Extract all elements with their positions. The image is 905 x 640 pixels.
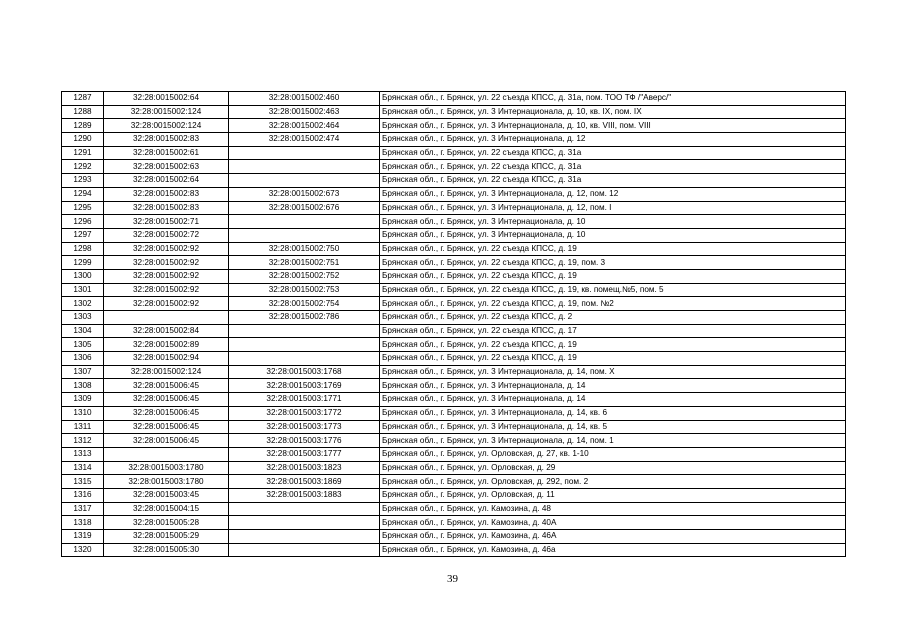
row-number-cell: 1298 bbox=[62, 242, 104, 256]
address-cell: Брянская обл., г. Брянск, ул. 22 съезда КПСС, д. 19 bbox=[380, 242, 846, 256]
object-cadastral-number-cell bbox=[229, 324, 380, 338]
object-cadastral-number-cell: 32:28:0015002:754 bbox=[229, 297, 380, 311]
address-cell: Брянская обл., г. Брянск, ул. 22 съезда КПСС, д. 19 bbox=[380, 338, 846, 352]
cadastral-number-cell bbox=[104, 311, 229, 325]
table-row bbox=[62, 379, 846, 393]
table-row bbox=[62, 201, 846, 215]
row-number-cell: 1291 bbox=[62, 146, 104, 160]
table-row bbox=[62, 160, 846, 174]
cadastral-number-cell: 32:28:0015002:83 bbox=[104, 201, 229, 215]
object-cadastral-number-cell: 32:28:0015002:752 bbox=[229, 269, 380, 283]
address-cell: Брянская обл., г. Брянск, ул. 22 съезда КПСС, д. 31а bbox=[380, 146, 846, 160]
object-cadastral-number-cell: 32:28:0015002:464 bbox=[229, 119, 380, 133]
table-row bbox=[62, 283, 846, 297]
table-row bbox=[62, 338, 846, 352]
object-cadastral-number-cell bbox=[229, 338, 380, 352]
object-cadastral-number-cell bbox=[229, 502, 380, 516]
address-cell: Брянская обл., г. Брянск, ул. 3 Интернационала, д. 12, пом. 12 bbox=[380, 187, 846, 201]
row-number-cell: 1305 bbox=[62, 338, 104, 352]
row-number-cell: 1308 bbox=[62, 379, 104, 393]
cadastral-number-cell: 32:28:0015002:64 bbox=[104, 174, 229, 188]
table-row bbox=[62, 119, 846, 133]
row-number-cell: 1307 bbox=[62, 365, 104, 379]
object-cadastral-number-cell: 32:28:0015002:786 bbox=[229, 311, 380, 325]
row-number-cell: 1290 bbox=[62, 133, 104, 147]
cadastral-number-cell: 32:28:0015002:61 bbox=[104, 146, 229, 160]
row-number-cell: 1289 bbox=[62, 119, 104, 133]
address-cell: Брянская обл., г. Брянск, ул. 3 Интернационала, д. 12 bbox=[380, 133, 846, 147]
table-row bbox=[62, 393, 846, 407]
table-row bbox=[62, 187, 846, 201]
row-number-cell: 1293 bbox=[62, 174, 104, 188]
cadastral-number-cell: 32:28:0015005:29 bbox=[104, 530, 229, 544]
row-number-cell: 1310 bbox=[62, 406, 104, 420]
object-cadastral-number-cell: 32:28:0015002:750 bbox=[229, 242, 380, 256]
row-number-cell: 1303 bbox=[62, 311, 104, 325]
cadastral-number-cell: 32:28:0015002:89 bbox=[104, 338, 229, 352]
table-row bbox=[62, 434, 846, 448]
row-number-cell: 1318 bbox=[62, 516, 104, 530]
object-cadastral-number-cell bbox=[229, 160, 380, 174]
object-cadastral-number-cell: 32:28:0015002:474 bbox=[229, 133, 380, 147]
cadastral-number-cell: 32:28:0015002:84 bbox=[104, 324, 229, 338]
table-row bbox=[62, 352, 846, 366]
table-row bbox=[62, 516, 846, 530]
row-number-cell: 1297 bbox=[62, 228, 104, 242]
address-cell: Брянская обл., г. Брянск, ул. 3 Интернационала, д. 10, кв. IX, пом. IX bbox=[380, 105, 846, 119]
cadastral-number-cell: 32:28:0015002:92 bbox=[104, 283, 229, 297]
row-number-cell: 1309 bbox=[62, 393, 104, 407]
table-row bbox=[62, 420, 846, 434]
row-number-cell: 1301 bbox=[62, 283, 104, 297]
object-cadastral-number-cell: 32:28:0015003:1883 bbox=[229, 488, 380, 502]
cadastral-number-cell: 32:28:0015002:92 bbox=[104, 242, 229, 256]
cadastral-number-cell: 32:28:0015002:94 bbox=[104, 352, 229, 366]
object-cadastral-number-cell: 32:28:0015003:1768 bbox=[229, 365, 380, 379]
row-number-cell: 1288 bbox=[62, 105, 104, 119]
address-cell: Брянская обл., г. Брянск, ул. 3 Интернационала, д. 14, пом. X bbox=[380, 365, 846, 379]
cadastral-number-cell bbox=[104, 447, 229, 461]
address-cell: Брянская обл., г. Брянск, ул. 3 Интернационала, д. 10, кв. VIII, пом. VIII bbox=[380, 119, 846, 133]
object-cadastral-number-cell: 32:28:0015003:1823 bbox=[229, 461, 380, 475]
address-cell: Брянская обл., г. Брянск, ул. 22 съезда КПСС, д. 31а, пом. ТОО ТФ /"Аверс/" bbox=[380, 92, 846, 106]
address-cell: Брянская обл., г. Брянск, ул. 22 съезда КПСС, д. 17 bbox=[380, 324, 846, 338]
object-cadastral-number-cell: 32:28:0015003:1771 bbox=[229, 393, 380, 407]
cadastral-number-cell: 32:28:0015002:64 bbox=[104, 92, 229, 106]
cadastral-number-cell: 32:28:0015002:124 bbox=[104, 105, 229, 119]
address-cell: Брянская обл., г. Брянск, ул. 3 Интернационала, д. 12, пом. I bbox=[380, 201, 846, 215]
table-row bbox=[62, 406, 846, 420]
cadastral-number-cell: 32:28:0015006:45 bbox=[104, 434, 229, 448]
address-cell: Брянская обл., г. Брянск, ул. Камозина, д. 46А bbox=[380, 530, 846, 544]
row-number-cell: 1320 bbox=[62, 543, 104, 557]
object-cadastral-number-cell: 32:28:0015003:1769 bbox=[229, 379, 380, 393]
address-cell: Брянская обл., г. Брянск, ул. 22 съезда КПСС, д. 19, кв. помещ.№5, пом. 5 bbox=[380, 283, 846, 297]
object-cadastral-number-cell bbox=[229, 516, 380, 530]
table-row bbox=[62, 174, 846, 188]
address-cell: Брянская обл., г. Брянск, ул. 3 Интернационала, д. 10 bbox=[380, 228, 846, 242]
object-cadastral-number-cell bbox=[229, 228, 380, 242]
address-cell: Брянская обл., г. Брянск, ул. 3 Интернационала, д. 14 bbox=[380, 379, 846, 393]
cadastral-register-table bbox=[61, 91, 846, 557]
object-cadastral-number-cell: 32:28:0015002:676 bbox=[229, 201, 380, 215]
cadastral-number-cell: 32:28:0015002:72 bbox=[104, 228, 229, 242]
cadastral-number-cell: 32:28:0015002:92 bbox=[104, 256, 229, 270]
object-cadastral-number-cell: 32:28:0015003:1776 bbox=[229, 434, 380, 448]
address-cell: Брянская обл., г. Брянск, ул. 22 съезда КПСС, д. 19, пом. №2 bbox=[380, 297, 846, 311]
object-cadastral-number-cell bbox=[229, 146, 380, 160]
row-number-cell: 1312 bbox=[62, 434, 104, 448]
cadastral-number-cell: 32:28:0015004:15 bbox=[104, 502, 229, 516]
row-number-cell: 1296 bbox=[62, 215, 104, 229]
object-cadastral-number-cell: 32:28:0015002:463 bbox=[229, 105, 380, 119]
address-cell: Брянская обл., г. Брянск, ул. Орловская, д. 27, кв. 1-10 bbox=[380, 447, 846, 461]
address-cell: Брянская обл., г. Брянск, ул. 3 Интернационала, д. 10 bbox=[380, 215, 846, 229]
table-row bbox=[62, 297, 846, 311]
table-row bbox=[62, 311, 846, 325]
cadastral-number-cell: 32:28:0015006:45 bbox=[104, 393, 229, 407]
address-cell: Брянская обл., г. Брянск, ул. Орловская, д. 292, пом. 2 bbox=[380, 475, 846, 489]
table-row bbox=[62, 146, 846, 160]
object-cadastral-number-cell bbox=[229, 174, 380, 188]
address-cell: Брянская обл., г. Брянск, ул. Камозина, д. 40А bbox=[380, 516, 846, 530]
object-cadastral-number-cell: 32:28:0015003:1777 bbox=[229, 447, 380, 461]
cadastral-number-cell: 32:28:0015006:45 bbox=[104, 420, 229, 434]
row-number-cell: 1317 bbox=[62, 502, 104, 516]
cadastral-number-cell: 32:28:0015002:92 bbox=[104, 297, 229, 311]
address-cell: Брянская обл., г. Брянск, ул. Орловская, д. 29 bbox=[380, 461, 846, 475]
cadastral-number-cell: 32:28:0015002:124 bbox=[104, 365, 229, 379]
cadastral-number-cell: 32:28:0015002:83 bbox=[104, 187, 229, 201]
address-cell: Брянская обл., г. Брянск, ул. 22 съезда КПСС, д. 31а bbox=[380, 174, 846, 188]
cadastral-number-cell: 32:28:0015003:1780 bbox=[104, 461, 229, 475]
object-cadastral-number-cell: 32:28:0015002:460 bbox=[229, 92, 380, 106]
address-cell: Брянская обл., г. Брянск, ул. 3 Интернационала, д. 14, пом. 1 bbox=[380, 434, 846, 448]
row-number-cell: 1319 bbox=[62, 530, 104, 544]
object-cadastral-number-cell: 32:28:0015002:753 bbox=[229, 283, 380, 297]
row-number-cell: 1295 bbox=[62, 201, 104, 215]
cadastral-number-cell: 32:28:0015002:92 bbox=[104, 269, 229, 283]
cadastral-number-cell: 32:28:0015005:28 bbox=[104, 516, 229, 530]
table-row bbox=[62, 133, 846, 147]
object-cadastral-number-cell bbox=[229, 530, 380, 544]
address-cell: Брянская обл., г. Брянск, ул. Камозина, д. 48 bbox=[380, 502, 846, 516]
row-number-cell: 1302 bbox=[62, 297, 104, 311]
table-row bbox=[62, 461, 846, 475]
cadastral-number-cell: 32:28:0015006:45 bbox=[104, 406, 229, 420]
table-row bbox=[62, 365, 846, 379]
object-cadastral-number-cell: 32:28:0015002:751 bbox=[229, 256, 380, 270]
row-number-cell: 1311 bbox=[62, 420, 104, 434]
row-number-cell: 1306 bbox=[62, 352, 104, 366]
object-cadastral-number-cell: 32:28:0015002:673 bbox=[229, 187, 380, 201]
page-number: 39 bbox=[447, 573, 458, 585]
table-row bbox=[62, 543, 846, 557]
address-cell: Брянская обл., г. Брянск, ул. 22 съезда КПСС, д. 2 bbox=[380, 311, 846, 325]
table-row bbox=[62, 228, 846, 242]
row-number-cell: 1292 bbox=[62, 160, 104, 174]
cadastral-number-cell: 32:28:0015006:45 bbox=[104, 379, 229, 393]
object-cadastral-number-cell bbox=[229, 215, 380, 229]
table-row bbox=[62, 256, 846, 270]
address-cell: Брянская обл., г. Брянск, ул. 3 Интернационала, д. 14, кв. 6 bbox=[380, 406, 846, 420]
cadastral-number-cell: 32:28:0015005:30 bbox=[104, 543, 229, 557]
cadastral-number-cell: 32:28:0015003:45 bbox=[104, 488, 229, 502]
row-number-cell: 1316 bbox=[62, 488, 104, 502]
table-row bbox=[62, 530, 846, 544]
address-cell: Брянская обл., г. Брянск, ул. 22 съезда КПСС, д. 31а bbox=[380, 160, 846, 174]
table-row bbox=[62, 269, 846, 283]
address-cell: Брянская обл., г. Брянск, ул. 22 съезда КПСС, д. 19 bbox=[380, 352, 846, 366]
table-row bbox=[62, 502, 846, 516]
cadastral-number-cell: 32:28:0015003:1780 bbox=[104, 475, 229, 489]
cadastral-number-cell: 32:28:0015002:63 bbox=[104, 160, 229, 174]
row-number-cell: 1299 bbox=[62, 256, 104, 270]
table-row bbox=[62, 488, 846, 502]
object-cadastral-number-cell bbox=[229, 543, 380, 557]
row-number-cell: 1314 bbox=[62, 461, 104, 475]
row-number-cell: 1294 bbox=[62, 187, 104, 201]
row-number-cell: 1315 bbox=[62, 475, 104, 489]
row-number-cell: 1304 bbox=[62, 324, 104, 338]
row-number-cell: 1313 bbox=[62, 447, 104, 461]
object-cadastral-number-cell: 32:28:0015003:1772 bbox=[229, 406, 380, 420]
table-body bbox=[62, 92, 846, 557]
object-cadastral-number-cell: 32:28:0015003:1773 bbox=[229, 420, 380, 434]
cadastral-number-cell: 32:28:0015002:124 bbox=[104, 119, 229, 133]
row-number-cell: 1300 bbox=[62, 269, 104, 283]
address-cell: Брянская обл., г. Брянск, ул. 3 Интернационала, д. 14, кв. 5 bbox=[380, 420, 846, 434]
cadastral-number-cell: 32:28:0015002:71 bbox=[104, 215, 229, 229]
table-row bbox=[62, 242, 846, 256]
address-cell: Брянская обл., г. Брянск, ул. Орловская, д. 11 bbox=[380, 488, 846, 502]
table-row bbox=[62, 475, 846, 489]
table-row bbox=[62, 92, 846, 106]
address-cell: Брянская обл., г. Брянск, ул. 3 Интернационала, д. 14 bbox=[380, 393, 846, 407]
address-cell: Брянская обл., г. Брянск, ул. 22 съезда КПСС, д. 19, пом. 3 bbox=[380, 256, 846, 270]
address-cell: Брянская обл., г. Брянск, ул. Камозина, д. 46а bbox=[380, 543, 846, 557]
cadastral-number-cell: 32:28:0015002:83 bbox=[104, 133, 229, 147]
object-cadastral-number-cell bbox=[229, 352, 380, 366]
address-cell: Брянская обл., г. Брянск, ул. 22 съезда КПСС, д. 19 bbox=[380, 269, 846, 283]
row-number-cell: 1287 bbox=[62, 92, 104, 106]
table-row bbox=[62, 105, 846, 119]
table-row bbox=[62, 447, 846, 461]
table-row bbox=[62, 324, 846, 338]
object-cadastral-number-cell: 32:28:0015003:1869 bbox=[229, 475, 380, 489]
table-row bbox=[62, 215, 846, 229]
